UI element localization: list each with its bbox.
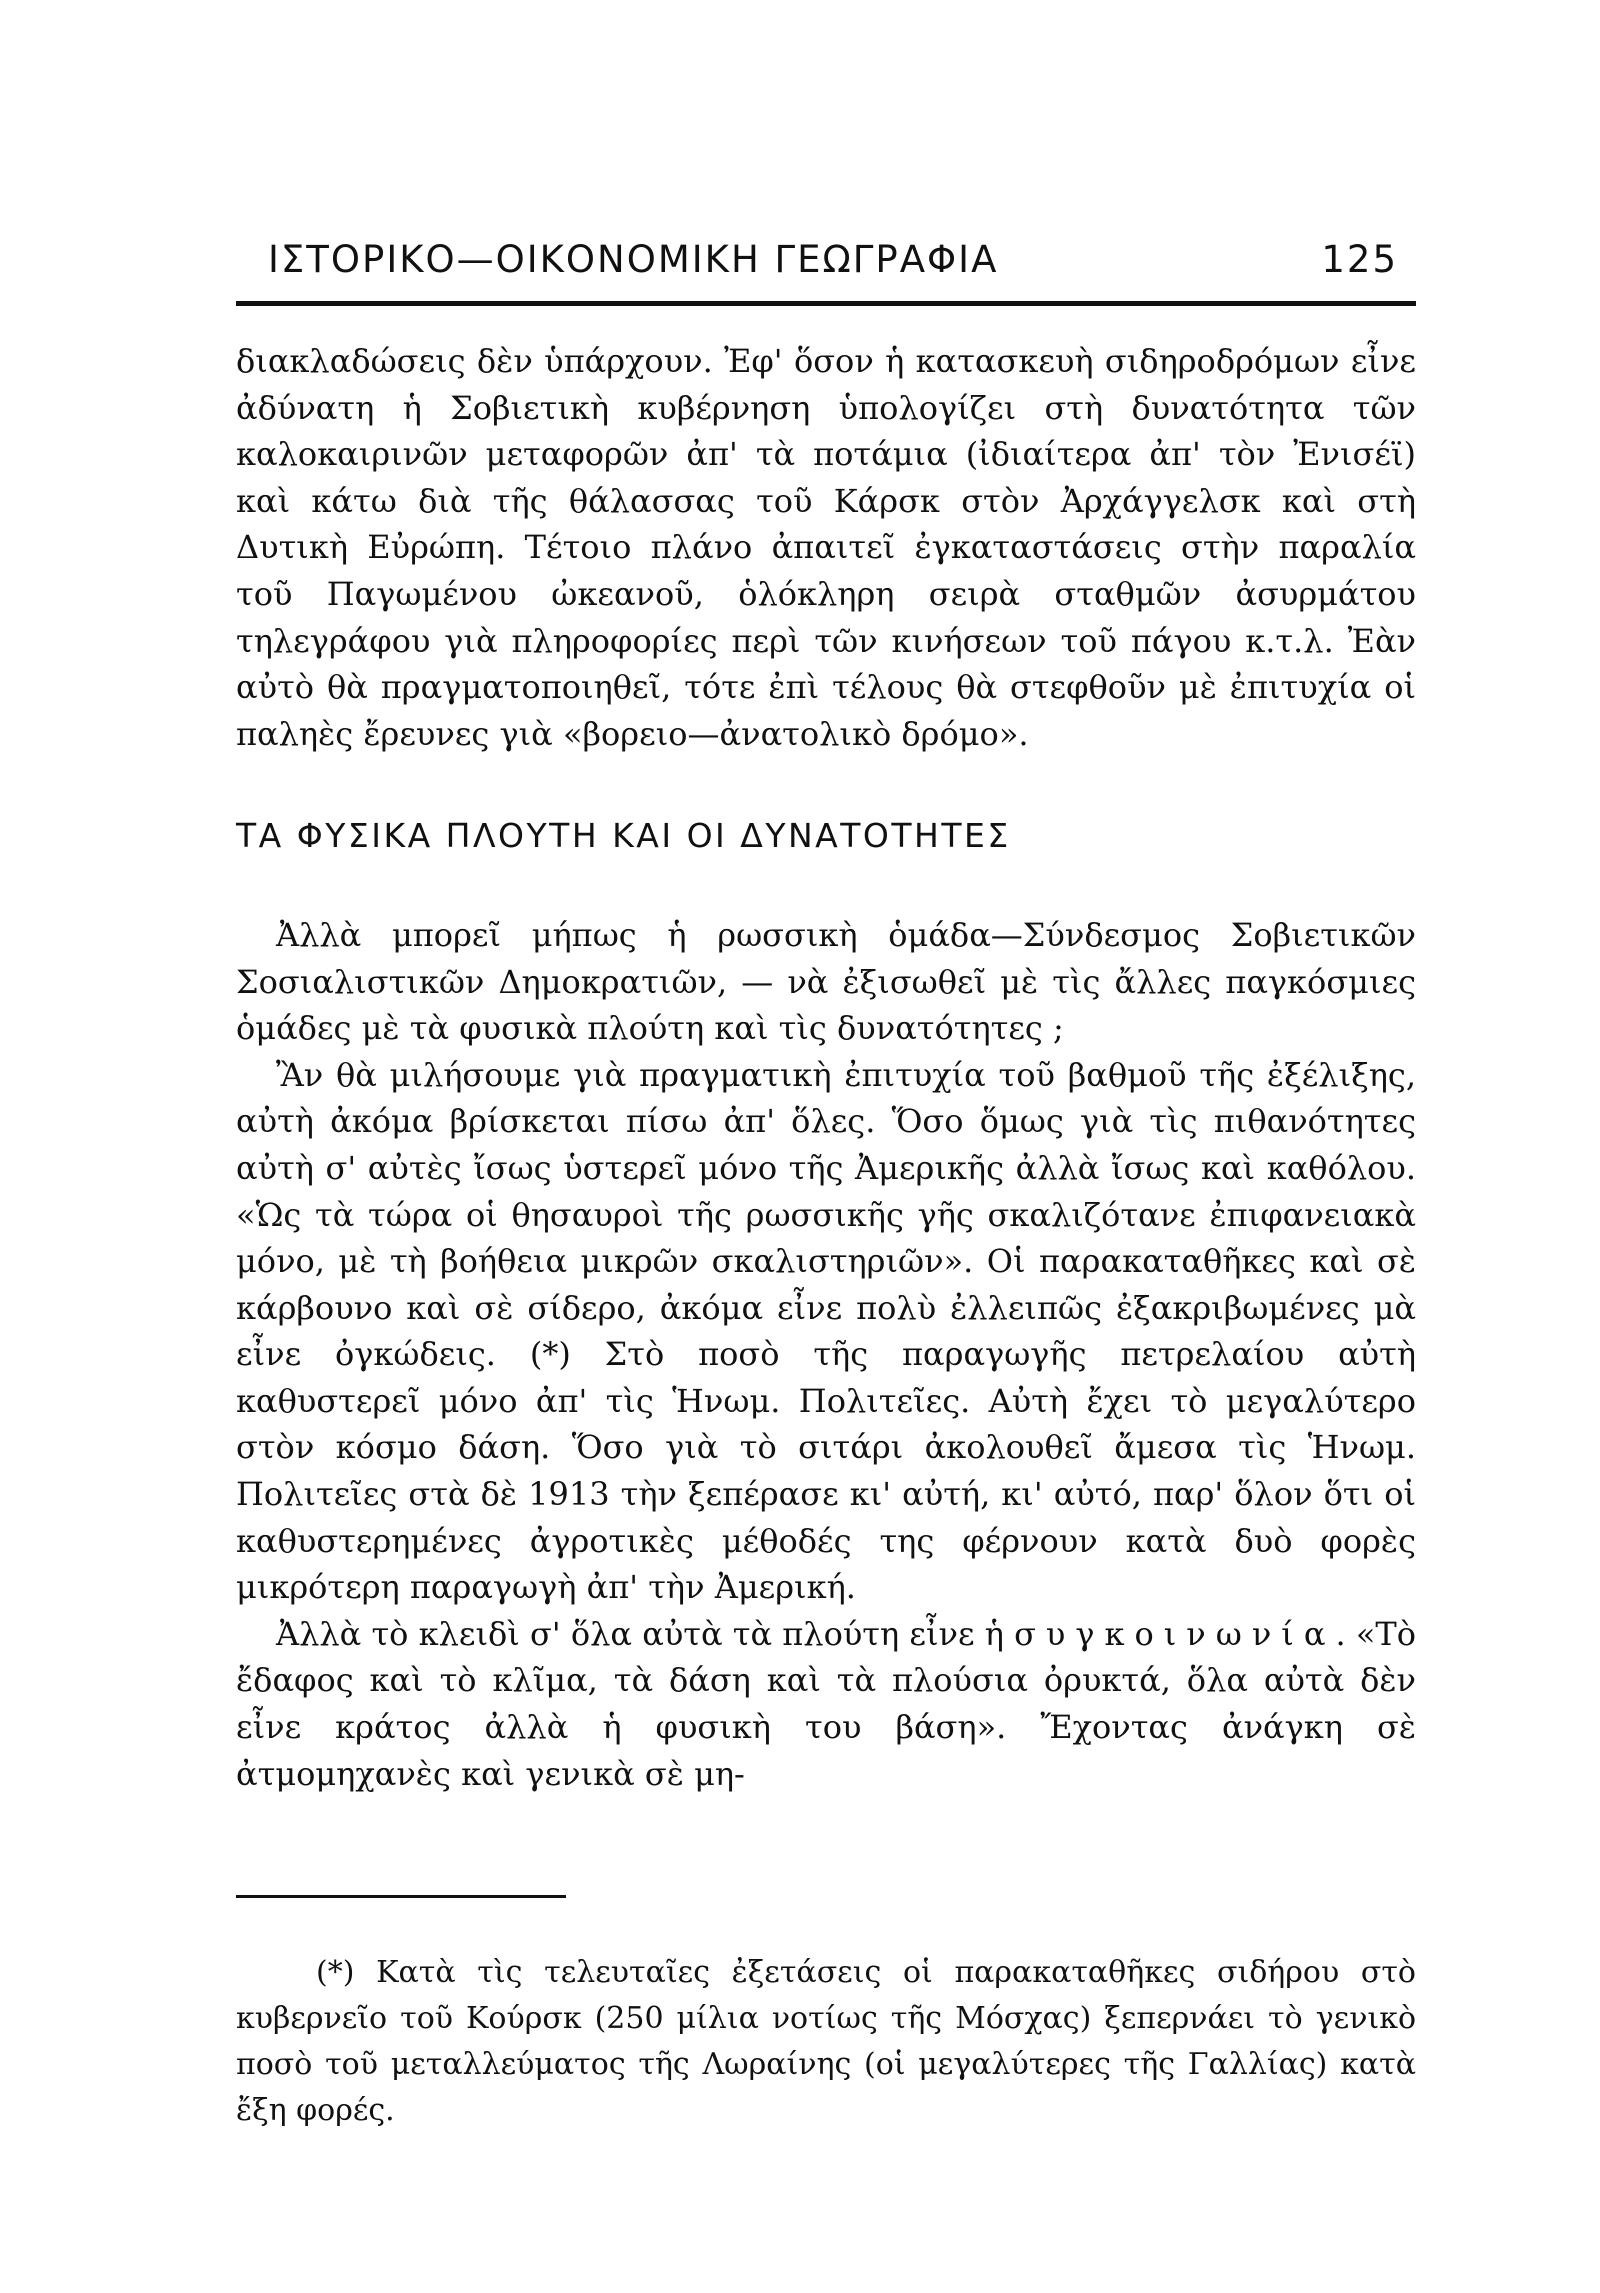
paragraph: Ἂν θὰ μιλήσουμε γιὰ πραγματικὴ ἐπιτυχία τοῦ βαθμοῦ τῆς ἐξέλιξης, αὐτὴ ἀκόμα βρίσκεται πίσω ἀπ' ὅλες. Ὅσο ὅμως γιὰ τὶς πιθανότητες αὐτὴ σ' αὐτὲς ἴσως ὑστερεῖ μόνο τῆς Ἀμερικῆς ἀλλὰ ἴσως καὶ καθόλου. «Ὡς τὰ τώρα οἱ θησαυροὶ τῆς ρωσσικῆς γῆς σκαλιζότανε ἐπιφανειακὰ μόνο, μὲ τὴ βοήθεια μικρῶν σκαλιστηριῶν». Οἱ παρακαταθῆκες καὶ σὲ κάρβουνο καὶ σὲ σίδερο, ἀκόμα εἶνε πολὺ ἐλλειπῶς ἐξακριβωμένες μὰ εἶνε ὀγκώδεις. (*) Στὸ ποσὸ τῆς παραγωγῆς πετρελαίου αὐτὴ καθυστερεῖ μόνο ἀπ' τὶς Ἡνωμ. Πολιτεῖες. Αὐτὴ ἔχει τὸ μεγαλύτερο στὸν κόσμο δάση. Ὅσο γιὰ τὸ σιτάρι ἀκολουθεῖ ἄμεσα τὶς Ἡνωμ. Πολιτεῖες στὰ δὲ 1913 τὴν ξεπέρασε κι' αὐτή, κι' αὐτό, παρ' ὅλον ὅτι οἱ καθυστερημένες ἀγροτικὲς μέθοδές της φέρνουν κατὰ δυὸ φορὲς μικρότερη παραγωγὴ ἀπ' τὴν Ἀμερική. bbox=[236, 1055, 1416, 1607]
paragraph-text: . «Τὸ ἔδαφος καὶ τὸ κλῖμα, τὰ δάση καὶ τὰ πλούσια ὀρυκτά, ὅλα αὐτὰ δὲν εἶνε κράτος ἀλλὰ ἡ φυσικὴ του βάση». Ἔχοντας ἀνάγκη σὲ ἀτμομηχανὲς καὶ γενικὰ σὲ μη- bbox=[236, 1614, 1416, 1793]
section-heading: ΤΑ ΦΥΣΙΚΑ ΠΛΟΥΤΗ ΚΑΙ ΟΙ ΔΥΝΑΤΟΤΗΤΕΣ bbox=[236, 816, 1011, 856]
paragraph: Ἀλλὰ μπορεῖ μήπως ἡ ρωσσικὴ ὁμάδα—Σύνδεσμος Σοβιετικῶν Σοσιαλιστικῶν Δημοκρατιῶν, — νὰ ἐξισωθεῖ μὲ τὶς ἄλλες παγκόσμιες ὁμάδες μὲ τὰ φυσικὰ πλούτη καὶ τὶς δυνατότητες ; bbox=[236, 915, 1416, 1048]
running-header bbox=[232, 238, 1412, 298]
footnote-rule bbox=[236, 1895, 566, 1898]
paragraph bbox=[236, 1611, 1416, 1797]
footnote-text: (*) Κατὰ τὶς τελευταῖες ἐξετάσεις οἱ παρακαταθῆκες σιδήρου στὸ κυβερνεῖο τοῦ Κούρσκ (250 μίλια νοτίως τῆς Μόσχας) ξεπερνάει τὸ γενικὸ ποσὸ τοῦ μεταλλεύματος τῆς Λωραίνης (οἱ μεγαλύτερες τῆς Γαλλίας) κατὰ ἔξη φορές. bbox=[236, 1955, 1416, 2128]
paragraph-continued: διακλαδώσεις δὲν ὑπάρχουν. Ἐφ' ὅσον ἡ κατασκευὴ σιδηροδρόμων εἶνε ἀδύνατη ἡ Σοβιετικὴ κυβέρνηση ὑπολογίζει στὴ δυνατότητα τῶν καλοκαιρινῶν μεταφορῶν ἀπ' τὰ ποτάμια (ἰδιαίτερα ἀπ' τὸν Ἐνισέϊ) καὶ κάτω διὰ τῆς θάλασσας τοῦ Κάρσκ στὸν Ἀρχάγγελσκ καὶ στὴ Δυτικὴ Εὐρώπη. Τέτοιο πλάνο ἀπαιτεῖ ἐγκαταστάσεις στὴν παραλία τοῦ Παγωμένου ὠκεανοῦ, ὁλόκληρη σειρὰ σταθμῶν ἀσυρμάτου τηλεγράφου γιὰ πληροφορίες περὶ τῶν κινήσεων τοῦ πάγου κ.τ.λ. Ἐὰν αὐτὸ θὰ πραγματοποιηθεῖ, τότε ἐπὶ τέλους θὰ στεφθοῦν μὲ ἐπιτυχία οἱ παληὲς ἔρευνες γιὰ «βορειο—ἀνατολικὸ δρόμο». bbox=[236, 342, 1416, 753]
running-title: ΙΣΤΟΡΙΚΟ—ΟΙΚΟΝΟΜΙΚΗ ΓΕΩΓΡΑΦΙΑ bbox=[268, 238, 999, 281]
emphasized-word: συγκοινωνία bbox=[1014, 1614, 1336, 1653]
paragraph-text: Ἀλλὰ τὸ κλειδὶ σ' ὅλα αὐτὰ τὰ πλούτη εἶνε ἡ bbox=[276, 1614, 1015, 1653]
main-text bbox=[236, 338, 1416, 1797]
page-number: 125 bbox=[1321, 238, 1398, 281]
header-rule bbox=[236, 301, 1416, 306]
footnote bbox=[236, 1950, 1416, 2134]
